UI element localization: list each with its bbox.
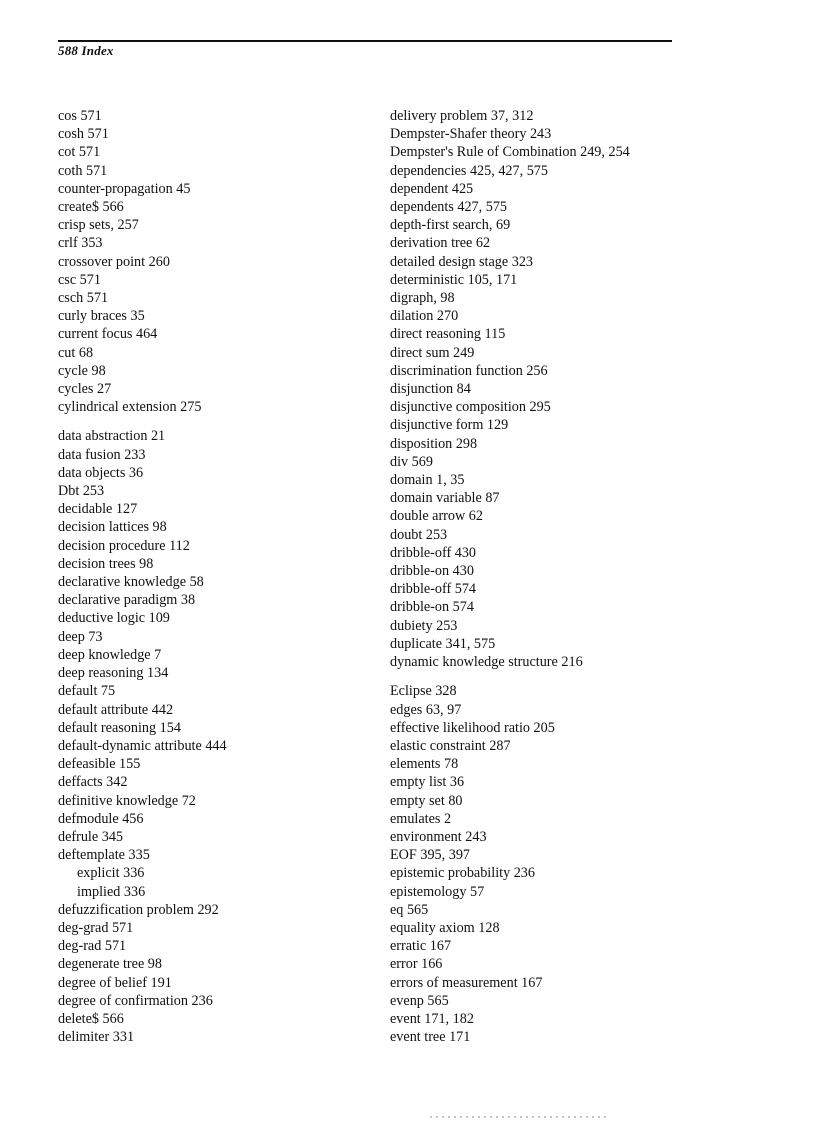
index-entry: environment 243 xyxy=(390,828,487,845)
index-entry: default-dynamic attribute 444 xyxy=(58,737,227,754)
index-entry: dribble-on 430 xyxy=(390,563,474,580)
index-entry: Dempster's Rule of Combination 249, 254 xyxy=(390,144,630,161)
index-entry: div 569 xyxy=(390,453,433,470)
index-entry: EOF 395, 397 xyxy=(390,847,471,864)
index-entry: event tree 171 xyxy=(390,1029,471,1046)
index-entry: elastic constraint 287 xyxy=(390,737,511,754)
index-entry: default reasoning 154 xyxy=(58,719,181,736)
index-entry: errors of measurement 167 xyxy=(390,974,543,991)
running-head: 588 Index xyxy=(58,43,114,58)
index-entry: digraph, 98 xyxy=(390,290,455,307)
index-entry: default attribute 442 xyxy=(58,701,174,718)
index-entry: double arrow 62 xyxy=(390,508,483,525)
index-entry: declarative paradigm 38 xyxy=(58,592,196,609)
index-entry: erratic 167 xyxy=(390,938,452,955)
index-entry: cycle 98 xyxy=(58,362,106,379)
index-entry: cos 571 xyxy=(58,108,102,124)
index-entry: csc 571 xyxy=(58,271,101,288)
index-entry: disjunction 84 xyxy=(390,381,471,398)
index-entry: deterministic 105, 171 xyxy=(390,271,518,288)
index-entry: Dempster-Shafer theory 243 xyxy=(390,126,552,143)
index-entry: coth 571 xyxy=(58,162,108,179)
index-entry: delete$ 566 xyxy=(58,1010,124,1027)
index-entry: Eclipse 328 xyxy=(390,683,457,700)
index-column-left xyxy=(58,107,358,1046)
index-entry: dependents 427, 575 xyxy=(390,199,508,216)
index-entry: current focus 464 xyxy=(58,326,158,343)
index-entry: deg-rad 571 xyxy=(58,938,127,955)
index-entry: error 166 xyxy=(390,956,443,973)
index-entry: deductive logic 109 xyxy=(58,610,170,627)
index-entry: data objects 36 xyxy=(58,464,144,481)
index-entry: curly braces 35 xyxy=(58,308,145,325)
index-entry: duplicate 341, 575 xyxy=(390,635,496,652)
index-entry: delimiter 331 xyxy=(58,1029,135,1046)
index-entry: deftemplate 335 xyxy=(58,847,150,864)
index-entry: decision procedure 112 xyxy=(58,537,190,554)
header-rule xyxy=(58,40,672,42)
index-entry: cot 571 xyxy=(58,144,101,161)
index-entry: derivation tree 62 xyxy=(390,235,491,252)
index-entry: crlf 353 xyxy=(58,235,103,252)
index-entry: defmodule 456 xyxy=(58,810,144,827)
index-entry: degree of belief 191 xyxy=(58,974,172,991)
index-entry: crossover point 260 xyxy=(58,253,170,270)
index-entry: decision trees 98 xyxy=(58,555,154,572)
index-subentry: explicit 336 xyxy=(77,865,145,882)
index-entry: direct reasoning 115 xyxy=(390,326,506,343)
index-entry: evenp 565 xyxy=(390,992,449,1009)
index-entry: decidable 127 xyxy=(58,501,138,518)
index-entry: dynamic knowledge structure 216 xyxy=(390,654,583,671)
index-entry: dribble-on 574 xyxy=(390,599,474,616)
index-entry: emulates 2 xyxy=(390,810,452,827)
index-entry: definitive knowledge 72 xyxy=(58,792,196,809)
index-entry: deffacts 342 xyxy=(58,774,128,791)
index-entry: elements 78 xyxy=(390,756,459,773)
index-entry: cycles 27 xyxy=(58,381,112,398)
index-entry: disjunctive form 129 xyxy=(390,417,509,434)
index-column-right xyxy=(390,107,690,1046)
index-entry: dribble-off 574 xyxy=(390,581,477,598)
index-entry: dilation 270 xyxy=(390,308,459,325)
index-entry: defrule 345 xyxy=(58,828,124,845)
index-entry: equality axiom 128 xyxy=(390,919,500,936)
index-entry: domain variable 87 xyxy=(390,490,500,507)
index-entry: disposition 298 xyxy=(390,435,478,452)
index-entry: degenerate tree 98 xyxy=(58,956,162,973)
index-entry: deep 73 xyxy=(58,628,103,645)
index-entry: csch 571 xyxy=(58,290,109,307)
index-entry: epistemic probability 236 xyxy=(390,865,535,882)
index-entry: degree of confirmation 236 xyxy=(58,992,213,1009)
index-subentry: implied 336 xyxy=(77,883,146,900)
index-entry: dubiety 253 xyxy=(390,617,458,634)
index-entry: eq 565 xyxy=(390,901,429,918)
index-entry: decision lattices 98 xyxy=(58,519,167,536)
index-entry: direct sum 249 xyxy=(390,344,475,361)
index-entry: epistemology 57 xyxy=(390,883,485,900)
index-entry: depth-first search, 69 xyxy=(390,217,511,234)
index-entry: Dbt 253 xyxy=(58,483,105,500)
index-entry: deep knowledge 7 xyxy=(58,646,162,663)
index-entry: defuzzification problem 292 xyxy=(58,901,219,918)
index-entry: dependent 425 xyxy=(390,180,474,197)
index-entry: dribble-off 430 xyxy=(390,544,477,561)
index-entry: crisp sets, 257 xyxy=(58,217,139,234)
index-entry: dependencies 425, 427, 575 xyxy=(390,162,548,179)
index-entry: data fusion 233 xyxy=(58,446,146,463)
index-entry: data abstraction 21 xyxy=(58,428,166,445)
index-entry: edges 63, 97 xyxy=(390,701,462,718)
index-entry: cylindrical extension 275 xyxy=(58,399,202,416)
index-entry: empty set 80 xyxy=(390,792,463,809)
index-entry: defeasible 155 xyxy=(58,756,141,773)
index-entry: effective likelihood ratio 205 xyxy=(390,719,555,736)
index-entry: default 75 xyxy=(58,683,116,700)
index-entry: detailed design stage 323 xyxy=(390,253,534,270)
index-entry: domain 1, 35 xyxy=(390,472,465,489)
index-entry: doubt 253 xyxy=(390,526,448,543)
index-entry: declarative knowledge 58 xyxy=(58,574,204,591)
index-entry: cut 68 xyxy=(58,344,94,361)
index-entry: delivery problem 37, 312 xyxy=(390,108,534,124)
index-entry: disjunctive composition 295 xyxy=(390,399,551,416)
index-entry: empty list 36 xyxy=(390,774,465,791)
index-entry: event 171, 182 xyxy=(390,1010,474,1027)
index-entry: deep reasoning 134 xyxy=(58,665,169,682)
index-entry: create$ 566 xyxy=(58,199,124,216)
index-entry: counter-propagation 45 xyxy=(58,180,191,197)
index-entry: discrimination function 256 xyxy=(390,362,548,379)
scan-artifact xyxy=(430,1116,610,1118)
index-entry: cosh 571 xyxy=(58,126,109,143)
index-entry: deg-grad 571 xyxy=(58,919,134,936)
